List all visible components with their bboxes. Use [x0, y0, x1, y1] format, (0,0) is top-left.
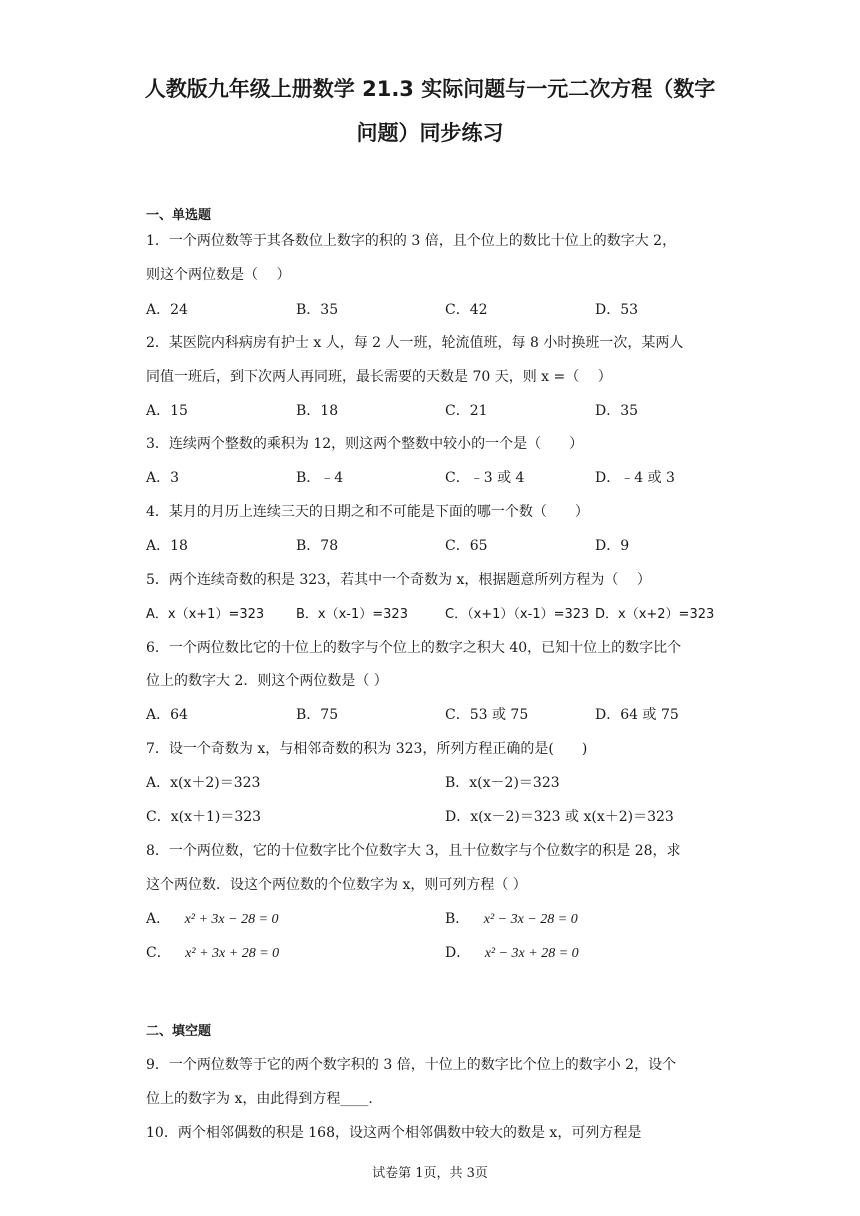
question-3-text-line1: 3．连续两个整数的乘积为 12，则这两个整数中较小的一个是（ ）: [146, 436, 584, 452]
section-single-choice: 一、单选题: [146, 208, 212, 223]
question-8-option-d[interactable]: [445, 942, 579, 962]
question-8-option-c[interactable]: [146, 942, 279, 962]
question-4-option-b[interactable]: B．78: [296, 538, 339, 554]
question-3-option-c[interactable]: C．﹣3 或 4: [445, 470, 525, 486]
equation-a: x² + 3x − 28 = 0: [184, 912, 279, 927]
equation-b: x² − 3x − 28 = 0: [483, 912, 578, 927]
question-8-option-b[interactable]: [445, 908, 578, 928]
equation-c: x² + 3x + 28 = 0: [185, 946, 280, 961]
question-3-option-d[interactable]: D．﹣4 或 3: [595, 470, 675, 486]
option-label: C．: [146, 945, 171, 961]
question-9-text-line1: 9．一个两位数等于它的两个数字积的 3 倍，十位上的数字比个位上的数字小 2，设个: [146, 1057, 677, 1073]
question-8-text-line1: 8．一个两位数，它的十位数字比个位数字大 3，且十位数字与个位数字的积是 28，求: [146, 843, 681, 859]
question-5-option-b[interactable]: B．x（x-1）=323: [296, 607, 408, 622]
question-6-option-c[interactable]: C．53 或 75: [445, 707, 529, 723]
page-title-line1: 人教版九年级上册数学 21.3 实际问题与一元二次方程（数字: [144, 77, 716, 101]
option-label: D．: [445, 945, 471, 961]
question-4-text-line1: 4．某月的月历上连续三天的日期之和不可能是下面的哪一个数（ ）: [146, 504, 589, 520]
question-2-text-line2: 同值一班后，到下次两人再同班，最长需要的天数是 70 天，则 x =（ ）: [146, 369, 612, 385]
question-10-text-line1: 10．两个相邻偶数的积是 168，设这两个相邻偶数中较大的数是 x，可列方程是: [146, 1125, 642, 1141]
question-1-option-a[interactable]: A．24: [146, 302, 188, 318]
question-1-text-line1: 1．一个两位数等于其各数位上数字的积的 3 倍，且个位上的数比十位上的数字大 2，: [146, 233, 677, 249]
question-8-option-a[interactable]: [146, 908, 279, 928]
question-3-option-b[interactable]: B．﹣4: [296, 470, 344, 486]
equation-d: x² − 3x + 28 = 0: [484, 946, 579, 961]
question-1-text-line2: 则这个两位数是（ ）: [146, 267, 291, 283]
question-5-text-line1: 5．两个连续奇数的积是 323，若其中一个奇数为 x，根据题意所列方程为（ ）: [146, 572, 651, 588]
question-6-text-line1: 6．一个两位数比它的十位上的数字与个位上的数字之积大 40，已知十位上的数字比个: [146, 640, 682, 656]
option-label: B．: [445, 911, 470, 927]
question-2-option-b[interactable]: B．18: [296, 403, 339, 419]
question-7-text-line1: 7．设一个奇数为 x，与相邻奇数的积为 323，所列方程正确的是( ): [146, 741, 588, 757]
question-6-option-d[interactable]: D．64 或 75: [595, 707, 679, 723]
question-7-option-a[interactable]: A．x(x＋2)＝323: [146, 775, 261, 791]
question-2-option-c[interactable]: C．21: [445, 403, 488, 419]
section-fill-blank: 二、填空题: [146, 1024, 212, 1039]
question-5-option-c[interactable]: C．（x+1）（x-1）=323: [445, 607, 590, 622]
page-title-line2: 问题）同步练习: [356, 121, 504, 145]
question-2-text-line1: 2．某医院内科病房有护士 x 人，每 2 人一班，轮流值班，每 8 小时换班一次，某两人: [146, 335, 684, 351]
question-4-option-d[interactable]: D．9: [595, 538, 630, 554]
question-1-option-c[interactable]: C．42: [445, 302, 488, 318]
question-8-text-line2: 这个两位数．设这个两位数的个位数字为 x，则可列方程（ ）: [146, 877, 527, 893]
question-7-option-c[interactable]: C．x(x＋1)＝323: [146, 809, 262, 825]
question-7-option-d[interactable]: D．x(x－2)＝323 或 x(x＋2)＝323: [445, 809, 674, 825]
question-1-option-d[interactable]: D．53: [595, 302, 639, 318]
question-3-option-a[interactable]: A．3: [146, 470, 180, 486]
question-6-option-a[interactable]: A．64: [146, 707, 188, 723]
question-6-option-b[interactable]: B．75: [296, 707, 339, 723]
option-label: A．: [146, 911, 171, 927]
question-1-option-b[interactable]: B．35: [296, 302, 339, 318]
question-9-text-line2: 位上的数字为 x，由此得到方程____.: [146, 1091, 373, 1107]
question-5-option-d[interactable]: D．x（x+2）=323: [595, 607, 715, 622]
question-6-text-line2: 位上的数字大 2．则这个两位数是（ ）: [146, 673, 388, 689]
question-7-option-b[interactable]: B．x(x－2)＝323: [445, 775, 560, 791]
question-2-option-d[interactable]: D．35: [595, 403, 639, 419]
page-footer: 试卷第 1页，共 3页: [372, 1166, 488, 1181]
question-2-option-a[interactable]: A．15: [146, 403, 188, 419]
question-4-option-a[interactable]: A．18: [146, 538, 188, 554]
question-5-option-a[interactable]: A．x（x+1）=323: [146, 607, 265, 622]
question-4-option-c[interactable]: C．65: [445, 538, 488, 554]
